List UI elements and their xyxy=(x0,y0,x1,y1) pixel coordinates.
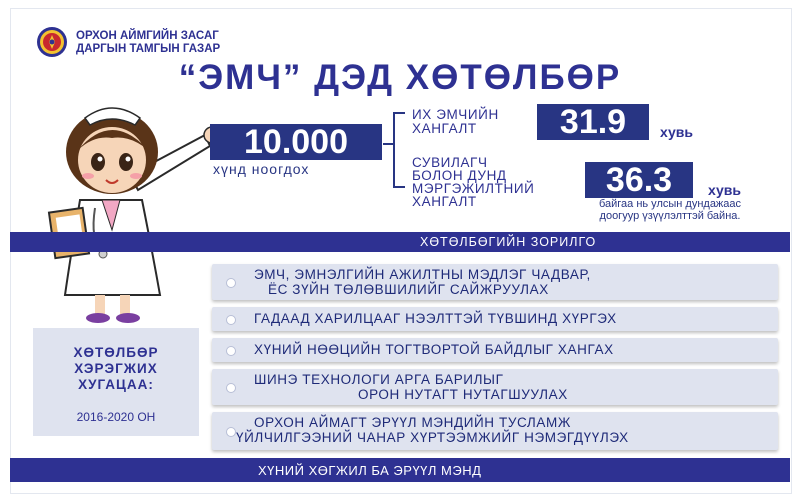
stat2-label xyxy=(412,156,534,208)
stat-note-line1: байгаа нь улсын дундажаас xyxy=(598,198,742,210)
bullet-icon xyxy=(226,383,236,393)
stat-note xyxy=(570,198,770,222)
duration-line2: ХЭРЭГЖИХ xyxy=(74,361,158,376)
goal-4-line1: ШИНЭ ТЕХНОЛОГИ АРГА БАРИЛЫГ xyxy=(254,372,504,387)
bullet-icon xyxy=(226,278,236,288)
page-title: “ЭМЧ” ДЭД ХӨТӨЛБӨР xyxy=(178,58,622,97)
stat2-label-line2: БОЛОН ДУНД xyxy=(412,168,507,183)
stat1-label-line2: ХАНГАЛТ xyxy=(412,121,477,136)
stat-note-line2: доогуур үзүүлэлттэй байна. xyxy=(599,210,741,222)
bullet-icon xyxy=(226,427,236,437)
goal-1-line2: ЁС ЗҮЙН ТӨЛӨВШИЛИЙГ САЙЖРУУЛАХ xyxy=(268,282,549,297)
bullet-icon xyxy=(226,346,236,356)
emblem-logo xyxy=(36,26,68,58)
goal-5-line1: ОРХОН АЙМАГТ ЭРҮҮЛ МЭНДИЙН ТУСЛАМЖ xyxy=(254,415,571,430)
duration-title xyxy=(33,345,199,393)
stat2-unit: хувь xyxy=(708,182,741,198)
goal-1-line1: ЭМЧ, ЭМНЭЛГИЙН АЖИЛТНЫ МЭДЛЭГ ЧАДВАР, xyxy=(254,267,591,282)
duration-years: 2016-2020 ОН xyxy=(76,410,156,424)
duration-line3: ХУГАЦАА: xyxy=(78,377,154,392)
stat2-label-line4: ХАНГАЛТ xyxy=(412,194,477,209)
goal-item xyxy=(212,307,778,331)
stat2-label-line3: МЭРГЭЖИЛТНИЙ xyxy=(412,181,535,196)
main-stat-value: 10.000 xyxy=(210,124,382,160)
org-name-line2: ДАРГЫН ТАМГЫН ГАЗАР xyxy=(76,43,221,55)
goal-item xyxy=(212,412,778,450)
stat2-label-line1: СУВИЛАГЧ xyxy=(412,155,488,170)
goal-3-line1: ХҮНИЙ НӨӨЦИЙН ТОГТВОРТОЙ БАЙДЛЫГ ХАНГАХ xyxy=(254,342,614,357)
doctor-illustration xyxy=(20,80,230,330)
goal-4-line2: ОРОН НУТАГТ НУТАГШУУЛАХ xyxy=(358,387,568,402)
stat1-label xyxy=(412,108,499,136)
goals-header: ХӨТӨЛБӨГИЙН ЗОРИЛГО xyxy=(420,235,597,249)
stat1-label-line1: ИХ ЭМЧИЙН xyxy=(412,107,499,122)
duration-box xyxy=(33,328,199,436)
goal-2-line1: ГАДААД ХАРИЛЦААГ НЭЭЛТТЭЙ ТҮВШИНД ХҮРГЭХ xyxy=(254,311,617,326)
main-stat-label: хүнд ноогдох xyxy=(213,161,310,177)
goal-item xyxy=(212,369,778,405)
stat2-value: 36.3 xyxy=(585,162,693,198)
stat1-unit: хувь xyxy=(660,124,693,140)
goal-5-line2: ҮЙЛЧИЛГЭЭНИЙ ЧАНАР ХҮРТЭЭМЖИЙГ НЭМЭГДҮҮЛЭХ xyxy=(236,430,629,445)
bracket xyxy=(393,112,405,188)
goal-item xyxy=(212,264,778,300)
bullet-icon xyxy=(226,315,236,325)
footer-text: ХҮНИЙ ХӨГЖИЛ БА ЭРҮҮЛ МЭНД xyxy=(258,463,482,478)
goal-item xyxy=(212,338,778,362)
org-name-line1: ОРХОН АЙМГИЙН ЗАСАГ xyxy=(76,30,219,42)
org-name xyxy=(76,30,220,56)
stat1-value: 31.9 xyxy=(537,104,649,140)
goals-header-band xyxy=(10,232,790,252)
duration-line1: ХӨТӨЛБӨР xyxy=(73,345,159,360)
